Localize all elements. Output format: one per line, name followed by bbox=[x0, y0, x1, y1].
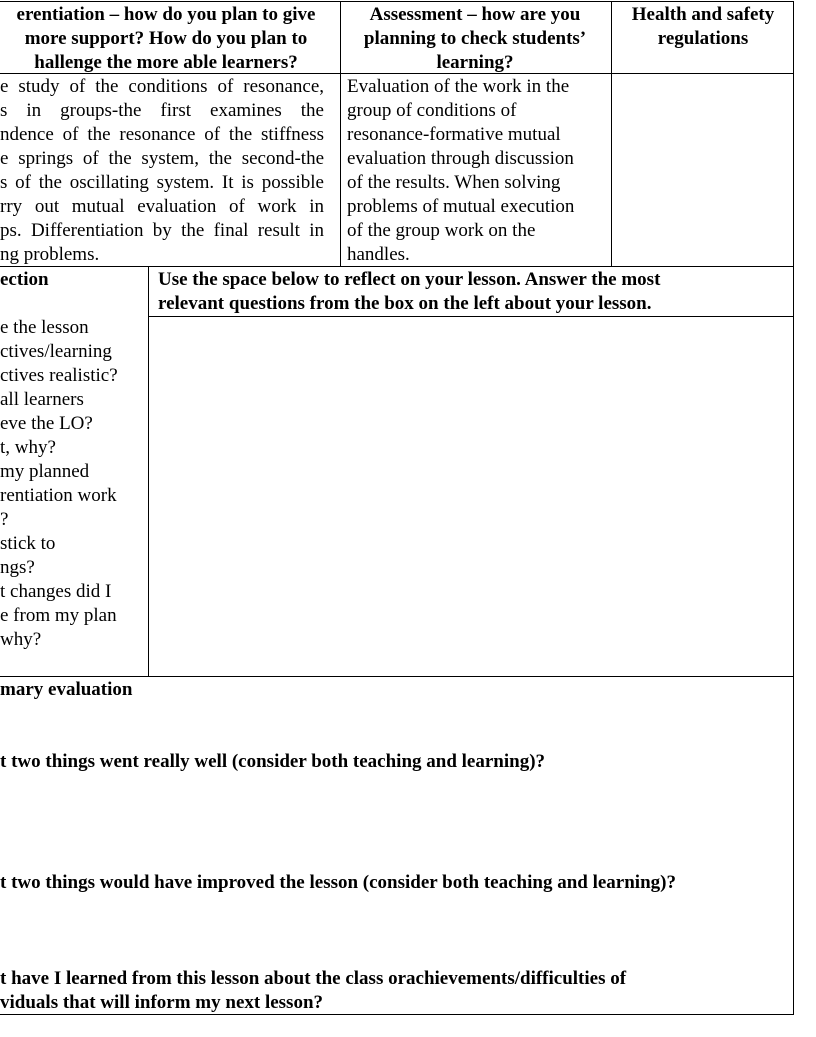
reflection-question-line: why? bbox=[0, 629, 42, 650]
reflection-prompt-divider bbox=[148, 316, 794, 317]
summary-question-learned-line: viduals that will inform my next lesson? bbox=[0, 992, 324, 1013]
reflection-question-line: e the lesson bbox=[0, 317, 89, 338]
differentiation-line: s of the oscillating system. It is possible bbox=[0, 172, 324, 193]
assessment-line: of the group work on the bbox=[347, 220, 536, 241]
improvements-answer-area[interactable] bbox=[0, 897, 792, 965]
health-header-line: regulations bbox=[657, 28, 749, 49]
table-top-border bbox=[0, 1, 794, 2]
assessment-line: Evaluation of the work in the bbox=[347, 76, 570, 97]
went-well-answer-area[interactable] bbox=[0, 776, 792, 870]
differentiation-line: ng problems. bbox=[0, 244, 100, 265]
differentiation-header-line: hallenge the more able learners? bbox=[34, 52, 298, 73]
reflection-question-line: all learners bbox=[0, 389, 84, 410]
summary-question-learned bbox=[0, 967, 626, 1015]
col-divider-2 bbox=[611, 1, 612, 267]
assessment-header-line: learning? bbox=[436, 52, 514, 73]
reflection-title: ection bbox=[0, 269, 49, 290]
summary-title: mary evaluation bbox=[0, 679, 133, 700]
reflection-question-line: stick to bbox=[0, 533, 56, 554]
reflection-question-line: ngs? bbox=[0, 557, 35, 578]
reflection-question-line: rentiation work bbox=[0, 485, 117, 506]
differentiation-line: ps. Differentiation by the final result in bbox=[0, 220, 324, 241]
col-divider-1 bbox=[340, 1, 341, 267]
reflection-question-line: e from my plan bbox=[0, 605, 117, 626]
reflection-prompt-line: Use the space below to reflect on your lesson. Answer the most bbox=[158, 269, 661, 290]
differentiation-line: e springs of the system, the second-the bbox=[0, 148, 324, 169]
differentiation-line: rry out mutual evaluation of work in bbox=[0, 196, 324, 217]
assessment-line: evaluation through discussion bbox=[347, 148, 574, 169]
summary-question-learned-line: t have I learned from this lesson about the class orachievements/difficulties of bbox=[0, 968, 627, 989]
health-header bbox=[613, 3, 793, 51]
assessment-header bbox=[342, 3, 608, 75]
reflection-question-line: eve the LO? bbox=[0, 413, 93, 434]
reflection-question-line: t changes did I bbox=[0, 581, 112, 602]
reflection-prompt-line: relevant questions from the box on the left about your lesson. bbox=[158, 293, 652, 314]
summary-question-went-well: t two things went really well (consider both teaching and learning)? bbox=[0, 751, 546, 772]
assessment-line: of the results. When solving bbox=[347, 172, 561, 193]
assessment-text bbox=[347, 75, 607, 267]
reflection-prompt bbox=[158, 268, 660, 316]
summary-question-improvements: t two things would have improved the lesson (consider both teaching and learning)? bbox=[0, 872, 676, 893]
reflection-question-line: ? bbox=[0, 509, 9, 530]
reflection-question-line: t, why? bbox=[0, 437, 56, 458]
differentiation-header-line: more support? How do you plan to bbox=[24, 28, 308, 49]
reflection-question-line: ctives realistic? bbox=[0, 365, 118, 386]
table-right-border bbox=[793, 1, 794, 1015]
differentiation-line: ndence of the resonance of the stiffness bbox=[0, 124, 324, 145]
reflection-question-line: my planned bbox=[0, 461, 90, 482]
reflection-questions bbox=[0, 316, 146, 652]
differentiation-text bbox=[0, 75, 324, 267]
assessment-line: problems of mutual execution bbox=[347, 196, 575, 217]
reflection-question-line: ctives/learning bbox=[0, 341, 112, 362]
assessment-line: resonance-formative mutual bbox=[347, 124, 561, 145]
assessment-line: handles. bbox=[347, 244, 410, 265]
summary-top-border bbox=[0, 676, 794, 677]
assessment-header-line: Assessment – how are you bbox=[369, 4, 581, 25]
health-header-line: Health and safety bbox=[631, 4, 775, 25]
reflection-divider bbox=[148, 266, 149, 676]
assessment-line: group of conditions of bbox=[347, 100, 517, 121]
differentiation-header bbox=[0, 3, 332, 75]
reflection-answer-area[interactable] bbox=[150, 318, 792, 675]
assessment-header-line: planning to check students’ bbox=[363, 28, 587, 49]
differentiation-line: e study of the conditions of resonance, bbox=[0, 76, 324, 97]
differentiation-line: s in groups-the first examines the bbox=[0, 100, 324, 121]
differentiation-header-line: erentiation – how do you plan to give bbox=[16, 4, 316, 25]
